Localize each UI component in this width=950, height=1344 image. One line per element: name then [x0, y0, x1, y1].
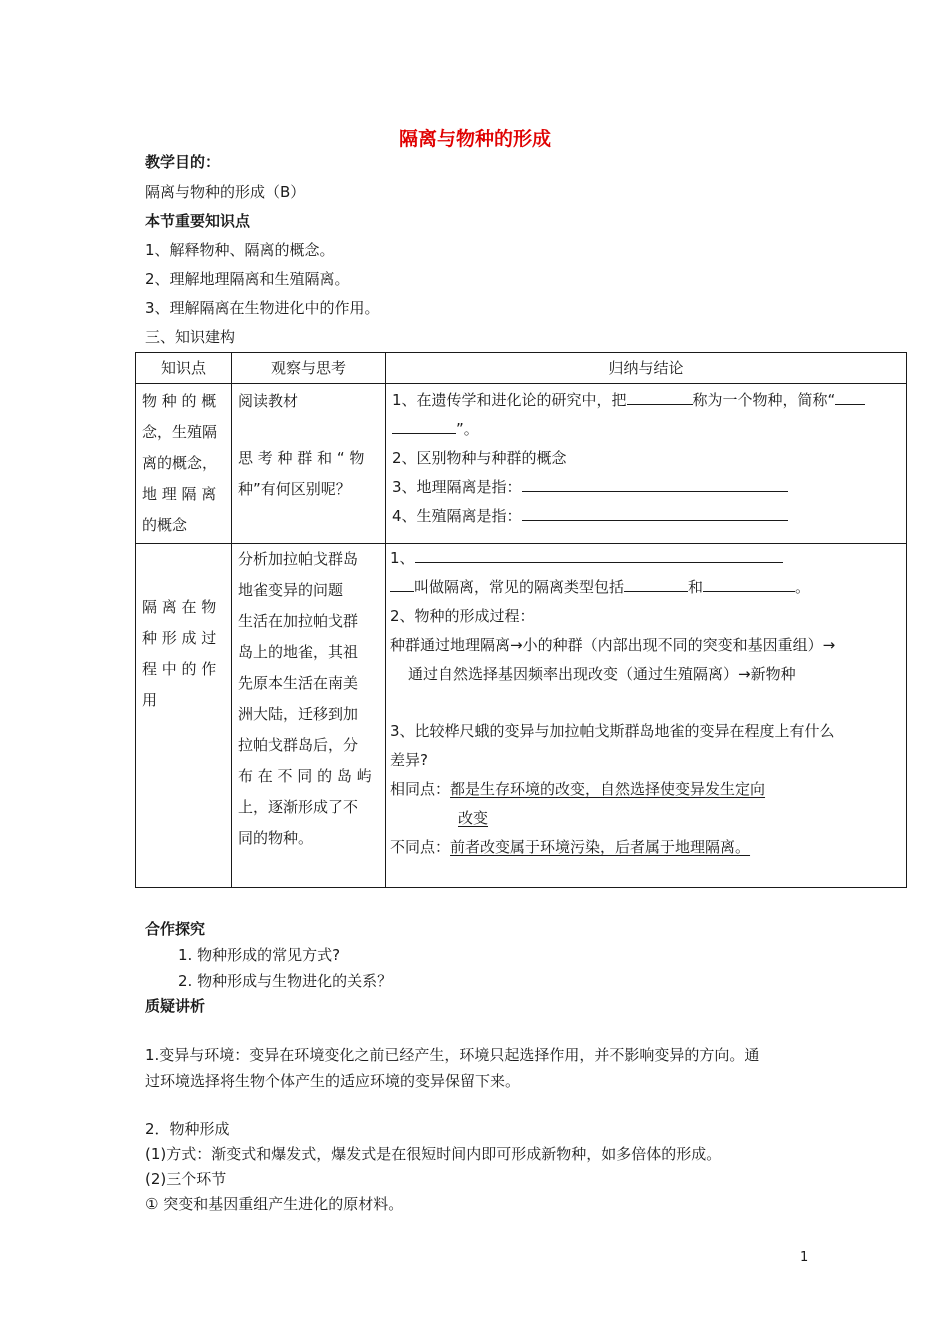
fill-blank[interactable]	[703, 576, 795, 592]
observe-line: 拉帕戈群岛后，分	[238, 736, 359, 754]
observe-line: 上，逐渐形成了不	[238, 798, 359, 816]
conclusion-text: 和	[688, 578, 704, 596]
table-row	[136, 544, 907, 888]
conclusion-text: 4、生殖隔离是指：	[392, 507, 522, 525]
conclusion-line: 3、比较桦尺蛾的变异与加拉帕戈斯群岛地雀的变异在程度上有什么	[390, 722, 835, 740]
fill-blank[interactable]	[392, 418, 456, 434]
topic-line: 离的概念，	[142, 454, 218, 472]
observe-line: 同的物种。	[238, 829, 314, 847]
observe-cell	[232, 384, 386, 544]
observe-line: 思 考 种 群 和 “ 物	[238, 449, 365, 467]
knowledge-table	[135, 352, 907, 888]
observe-line: 洲大陆，迁移到加	[238, 705, 359, 723]
conclusion-text: 叫做隔离，常见的隔离类型包括	[414, 578, 625, 596]
table-header: 归纳与结论	[386, 353, 907, 384]
page-number: 1	[800, 1250, 809, 1265]
observe-line: 地雀变异的问题	[238, 581, 344, 599]
analysis-paragraph: (1)方式：渐变式和爆发式，爆发式是在很短时间内即可形成新物种，如多倍体的形成。	[145, 1145, 722, 1163]
table-header: 观察与思考	[232, 353, 386, 384]
conclusion-line	[390, 544, 900, 573]
topic-line: 种 形 成 过	[142, 629, 217, 647]
key-point-item: 2、理解地理隔离和生殖隔离。	[145, 270, 350, 288]
table-row	[136, 384, 907, 544]
answer-label: 不同点：	[390, 838, 451, 856]
conclusion-text: 1、在遗传学和进化论的研究中，把	[392, 391, 627, 409]
observe-line: 生活在加拉帕戈群	[238, 612, 359, 630]
key-point-item: 3、理解隔离在生物进化中的作用。	[145, 299, 380, 317]
list-item: 1. 物种形成的常见方式?	[178, 946, 341, 964]
observe-line	[238, 417, 379, 443]
conclusion-text: 1、	[390, 549, 415, 567]
conclusion-line: 差异?	[390, 751, 428, 769]
topic-line: 的概念	[142, 516, 188, 534]
observe-line: 先原本生活在南美	[238, 674, 359, 692]
fill-blank[interactable]	[522, 505, 788, 521]
observe-line: 分析加拉帕戈群岛	[238, 550, 359, 568]
conclusion-text: ”。	[456, 420, 479, 438]
conclusion-line	[392, 502, 900, 531]
conclusion-line	[392, 386, 900, 415]
observe-line: 布 在 不 同 的 岛 屿	[238, 767, 372, 785]
answer-label: 相同点：	[390, 780, 451, 798]
conclusion-line	[390, 573, 900, 602]
teaching-goal-content: 隔离与物种的形成（B）	[145, 183, 306, 201]
analysis-subheading: 2．物种形成	[145, 1120, 230, 1138]
topic-line: 用	[142, 691, 158, 709]
topic-line: 隔 离 在 物	[142, 598, 217, 616]
cooperation-heading: 合作探究	[145, 920, 206, 938]
conclusion-line	[390, 833, 900, 862]
teaching-goal-heading: 教学目的：	[145, 153, 221, 171]
topic-line: 程 中 的 作	[142, 660, 217, 678]
conclusion-line	[392, 415, 900, 444]
fill-blank[interactable]	[522, 476, 788, 492]
topic-cell	[136, 384, 232, 544]
conclusion-line	[390, 775, 900, 804]
answer-text: 前者改变属于环境污染，后者属于地理隔离。	[450, 838, 751, 856]
conclusion-text: 3、地理隔离是指：	[392, 478, 522, 496]
analysis-paragraph: 1.变异与环境：变异在环境变化之前已经产生，环境只起选择作用，并不影响变异的方向。通	[145, 1046, 760, 1064]
fill-blank[interactable]	[835, 389, 865, 405]
answer-text: 都是生存环境的改变，自然选择使变异发生定向	[450, 780, 766, 798]
table-header-row	[136, 353, 907, 384]
topic-line: 念，生殖隔	[142, 423, 218, 441]
conclusion-cell	[386, 544, 907, 888]
observe-cell	[232, 544, 386, 888]
observe-line: 阅读教材	[238, 392, 299, 410]
conclusion-text: 。	[795, 578, 811, 596]
conclusion-line: 2、物种的形成过程：	[390, 607, 535, 625]
conclusion-text: 称为一个物种，简称“	[692, 391, 836, 409]
conclusion-cell	[386, 384, 907, 544]
key-points-heading: 本节重要知识点	[145, 212, 251, 230]
conclusion-line: 通过自然选择基因频率出现改变（通过生殖隔离）→新物种	[408, 665, 796, 683]
answer-text: 改变	[458, 809, 489, 827]
conclusion-line	[392, 473, 900, 502]
construct-heading: 三、知识建构	[145, 328, 236, 346]
fill-blank[interactable]	[415, 547, 783, 563]
analysis-paragraph: 过环境选择将生物个体产生的适应环境的变异保留下来。	[145, 1072, 521, 1090]
observe-line: 岛上的地雀，其祖	[238, 643, 359, 661]
page-title: 隔离与物种的形成	[398, 128, 551, 150]
observe-line: 种”有何区别呢？	[238, 480, 351, 498]
conclusion-line: 种群通过地理隔离→小的种群（内部出现不同的突变和基因重组）→	[390, 636, 836, 654]
table-header: 知识点	[136, 353, 232, 384]
fill-blank[interactable]	[390, 576, 414, 592]
list-item: 2. 物种形成与生物进化的关系？	[178, 972, 393, 990]
analysis-paragraph: ① 突变和基因重组产生进化的原材料。	[145, 1195, 404, 1213]
conclusion-line	[390, 804, 900, 833]
topic-line: 地 理 隔 离	[142, 485, 217, 503]
conclusion-line: 2、区别物种与种群的概念	[392, 449, 567, 467]
key-point-item: 1、解释物种、隔离的概念。	[145, 241, 335, 259]
spacer	[390, 689, 900, 717]
fill-blank[interactable]	[627, 389, 693, 405]
topic-cell	[136, 544, 232, 888]
fill-blank[interactable]	[624, 576, 688, 592]
analysis-paragraph: (2)三个环节	[145, 1170, 227, 1188]
analysis-heading: 质疑讲析	[145, 997, 206, 1015]
topic-line: 物 种 的 概	[142, 392, 217, 410]
